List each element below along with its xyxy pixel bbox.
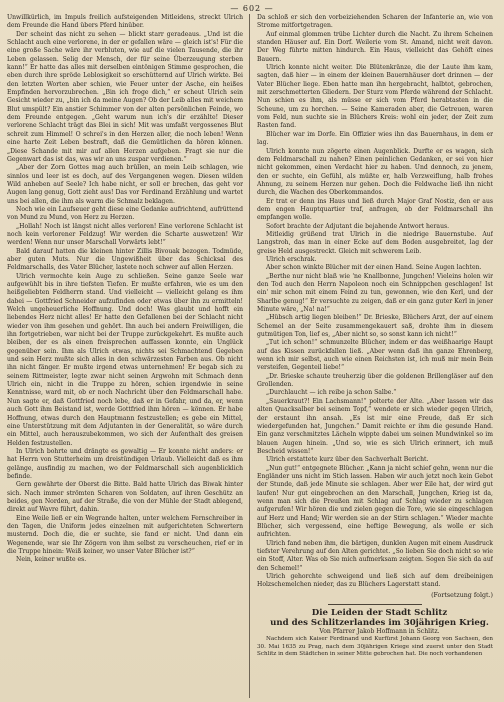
paragraph: Blücher war im Dorfe. Ein Offizier wies ihn das Bauernhaus, in dem er lag. bbox=[257, 130, 493, 147]
paragraph: „Hollah! Noch ist längst nicht alles verloren! Eine verlorene Schlacht ist noch kein verlorener Feldzug! Wir werden die Scharte auswetzen! Wir werden! Wenn nur unser Marschall Vorwärts lebt!“ bbox=[7, 222, 243, 247]
continued-note: (Fortsetzung folgt.) bbox=[431, 591, 493, 599]
paragraph: „Berthe nur nicht blaß wie 'ne Knallbonne, Jungchen! Vieleins holen wir den Tod auch den Herrn Napoleon noch ein Schnippchen geschlagen! Ist ein' mir schon mit einem Feind zu tun, gewonnen, wie den Kerl, und der Sharlbe genug!“ Er versuchte zu zeigen, daß er ein ganz guter Kerl in jener Minute wäre, „Na! na!“ bbox=[257, 272, 493, 314]
paragraph: Aber schon winkte Blücher mit der einen Hand. Seine Augen lachten. bbox=[266, 264, 482, 272]
paragraph: Der scheint das nicht zu sehen — blickt starr geradeaus. „Und ist die Schlacht auch eine verlorene, in der er gefallen wäre — gleich ist's! Für die eine große Sache wäre ihr verbluten, wie auf die vielen Tausende, die ihr Leben gelassen. Selig der Mensch, der für seine Überzeugung sterben kann!“ Er hatte das alles mit derselben eintönigen Stimme gesprochen, die eben durch ihre spröde Leblosigkeit so erschütternd auf Ulrich wirkte. Bei den letzten Worten aber schien, wie Feuer unter der Asche, ein heißes Empfinden hervorzubrechen. „Bin ich froge dich,“ er scheut Ulrich sein Gesicht wieder zu, „bin ich da meine Augen? Ob der Leib alles mit weichem Blut umspült? Ein anstier Schimmer von der alten persönlichen Feinde, wo dem Freunde entgegen. „Geht warum nun ich's dir erzählte! Dieser verlorene Schlacht trägt das Blei in sich! Mit was umfaßt vergossenes Blut schreit zum Himmel! O schrei's in den Herzen aller, die noch leben! Wenn eine harte Zeit Leben bestraft, daß die Gemütlichen da hören können. „Diese Schande mit mir auf allen Herzen aufgeben. Fragt sie nur die Gegenwart das ist das, was wir an uns zuspar verdienen.“ bbox=[7, 30, 243, 163]
paragraph: „Tut ich schon!“ schmunzelte Blücher, indem er das weißhaarige Haupt auf das Kissen zurückfallen ließ. „Aber wenn daß ihn ganze Ehrenberg, wenn ich mir selbst, auch wie einen Reichsten ist, ich muß mir mein Bein versteifen, Gegenteil liebe!“ bbox=[257, 339, 493, 372]
page-number: — 602 — bbox=[230, 4, 274, 13]
paragraph: Da schloß er sich den vorbeiziehenden Scharen der Infanterie an, wie von Strome mitfortgetragen. bbox=[257, 14, 493, 30]
paragraph: „Hübsch artig liegen bleiben!“ Dr. Brieske, Blüchers Arzt, der auf einem Schemel an der Seite zusammengekauert saß, drohte ihm in diesem gutmütigen Ton, lief es, „Aber nicht so, so sonst kann ich nicht!“ bbox=[257, 314, 493, 339]
paragraph: „Sauerkraut?! Ein Lachsmann!“ polterte der Alte. „Aber lassen wir das alten Quacksalber bei seinem Topf,“ wendete er sich wieder gegen Ulrich, der erstaunt ihn ansah. „Es ist mir eine Freude, daß Er sich wiedergefunden hat, Jungchen.“ Damit reichte er ihm die gesunde Hand. Ein ganz verschmitztes Lächeln wippte dabei um seinen Mundwinkel so im blauen Augen hinein. „Und so, wie es sich Ulrich erinnert, ich muß Bescheid wissen!“ bbox=[257, 397, 493, 455]
paragraph: Mitleidig grüßend trat Ulrich in die niedrige Bauernstube. Auf Langstroh, das man in einer Ecke auf dem Boden ausgebreitet, lag der greise Held ausgestreckt. Gleich mit schwerem Leib. bbox=[257, 230, 493, 255]
paragraph: „Aber der Zorn Gottes mag auch brüllen, an mein Leib schlagen, wie sinnlos und leer ist es doch, auf des Vergangenen wegen. Diesen wilden Wild anheben auf Seele? Ich habe nicht, er soll er brechen, das geht vor Augen lang genug, Gott zieht aus! Das vor Ferdinand Erzählung und wartet uns bei allen, die ihm als warm die Schmalz beklagen. bbox=[7, 164, 243, 205]
paragraph: Ulrich konnte nicht weiter. Die Blütenkränze, die der Laute ihm kam, sagten, daß hier — in einem der kleinen Bauernhäuser dort drinnen — der Vater Blücher liege. Eben hatte man ihn hergebracht, halbtot, gebrochen, mit zerschmetterten Gliedern. Der Sturz vom Pferde während der Schlacht. Nun schien es ihm, als müsse er sich vom Pferd herabtasten in die Scheune, um zu horchen. — Seine Kameraden aber, die Getreuen, waren vom Feld, nun suchte sie in Blüchers Kreis: wohl ein jeder, der Zeit zum Rasten fand. bbox=[257, 64, 493, 130]
paragraph: „Nun gut!“ entgegnete Blücher. „Kann ja nicht schief gehn, wenn nur die Engländer uns nicht im Stich lassen. Haben wir auch jetzt noch kein Gebot der Stunde, daß jede Minute sie schlagen. Aber wer Eile hat, der wird gut laufen! Nur gut eingebrochen an den Marschall, Jungchen, Krieg ist da, wenn man sich die Preußen mit Schlag auf Schlag wieder zu schlagen aufgerufen! Wir hören die und zielen gegen die Tore, wie sie eingeschlagen auf Herz und Hand; Wir werden sie an der Stirn schlagen.“ Wieder machte Blücher, sich vergessend, eine heftige Bewegung, als wolle er sich aufrichten. bbox=[257, 464, 493, 539]
left-column bbox=[7, 14, 243, 698]
story-title-line-2: und des Schlitzerlandes im 30jährigen Krieg. bbox=[270, 618, 489, 629]
paragraph: Ulrich fand neben ihm, die bärtigen, dunklen Augen mit einem Ausdruck tiefster Verehrung auf den Alten gerichtet. „So lieben Sie doch nicht so wie ein Stoff, Alter. Was ob Sie mich aufmerksam zeigten. Sogen Sie sich da auf den Schemel!“ bbox=[257, 539, 493, 572]
paragraph: Bald darauf hatten die kleinen hinter Zillis Bivouak bezogen. Todmüde, aber guten Muts. Nur die Ungewißheit über das Schicksal des Feldmarschalls, des Vater Blücher, lastete noch schwer auf allen Herzen. bbox=[7, 247, 243, 272]
right-column bbox=[257, 14, 493, 698]
section-divider bbox=[328, 604, 422, 605]
paragraph: Ulrich erstattete kurz über den Sachverhalt Bericht. bbox=[266, 456, 429, 464]
paragraph: „Durchlaucht — ich reibe ja schon Salbe.“ bbox=[266, 389, 397, 397]
story-title: Die Leiden der Stadt Schlitz bbox=[311, 608, 448, 619]
paragraph: Gern gewährte der Oberst die Bitte. Bald hatte Ulrich das Biwak hinter sich. Nach immer strömten Scharen von Soldaten, auf ihren Geschütz an beides, gen Norden, auf der Straße, die von der Mühle der Stadt ablegend, direkt auf Wavre führt, dahin. bbox=[7, 481, 243, 514]
paragraph: Noch wie ein Laufseuer geht diese eine Gedanke aufrichtend, aufrüttend von Mund zu Mund, von Herz zu Herzen. bbox=[7, 205, 243, 222]
column-divider bbox=[249, 14, 250, 698]
paragraph: Er trat er denn ins Haus und ließ durch Major Graf Nostiz, den er aus dem engen Hauptquartier traf, anfragen, ob der Feldmarschall ihn empfangen wolle. bbox=[257, 197, 493, 222]
paragraph: Nein, keiner wußte es. bbox=[16, 556, 87, 564]
paragraph: In Ulrich bohrte und drängte es gewaltig — Er konnte nicht anders: er hat Herrn von Stutterheim um dreistündigen Urlaub. Vielleicht daß es ihm gelänge, ausfindig zu machen, wo der Feldmarschall sich augenblicklich befinde. bbox=[7, 447, 243, 480]
paragraph: Ulrich vermochte kein Auge zu schließen. Seine ganze Seele war aufgewühlt bis in ihre tiefsten Tiefen. Er mußte erfahren, wie es um den heißgeliebten Feldherrn stand. Und vielleicht — vielleicht gelang es ihm dabei — Gottfried Schneider aufzufinden oder etwas über ihn zu ermitteln! Welch ungeheuerliche Hoffnung. Und doch! Was glaubt und hofft ein liebendes Herz nicht alles! Er hatte den Gefallenen bei der Schlacht nicht wieder von ihm gesehen und gehört. Ihn auch bei andern Freiwilligen, die ihn fortgetrieben, war nicht bei der Truppe zurückgekehrt. Es mußte auch bleiben, der es als einen freisprechen auffassen konnte, ein Unglück gegenüber sein. Ihm als Ulrich etwas, nichts sei Schmachtend Gegeben und sein Herz mußte sich alles in den schwärzesten Farben aus. Ob nicht ihn nicht fänger. Er mußte irgend etwas unternehmen! Er begab sich zu seinem Rittmeister, legte zwar nicht seinen Argwohn mit Schmach denn Ulrich ein, nicht in die Truppe zu hören, schien irgendwie in seine Kenntnisse, ward mit, ob er noch Nachricht über den Feldmarschall habe. Nun sagte er, daß Gottfried noch lebe, daß er in Gefahr, und da, er, wenn auch Gott ihm Beistand ist, werde Gottfried ihm hören — können. Er habe Hoffnung, etwas durch den Hauptmann festzustellen; es gebe ein Mittel, eine Unterstützung mit dem Adjutanten in der Generalität, so wäre durch ein Mittel, auch herauszubekommen, wo sich der Aufenthalt des greisen Helden festzustellen. bbox=[7, 272, 243, 447]
paragraph: Ulrich konnte nun zögerte einen Augenblick. Durfte er es wagen, sich dem Feldmarschall zu nahen? Einen peinlichen Gedanken, er sei von hier nicht gekommen, einen Verdacht hier zu haben. Und dennoch, zu jenem, den er suchte, ein Gefühl, als müßte er, halb Verzweiflung, halb frohes Ahnung, zu seinem Herzen nur gehen. Doch die Feldwache ließ ihn nicht durch, die Wachen des Oberkommandos. bbox=[257, 147, 493, 197]
paragraph: Auf einmal glommen trübe Lichter durch die Nacht. Zu ihrem Scheinen standen Häuser auf. Ein Dorf. Weilerie vom St. Amand, nicht weit davon. Der Weg führte mitten hindurch. Ein Haus, vielleicht das Gehöft eines Bauern. bbox=[257, 30, 493, 63]
paragraph: Unwillkürlich, im Impuls freilich aufsteigenden Mitleidens, streckt Ulrich dem Freunde die Hand übers Pferd hinüber. bbox=[7, 14, 243, 30]
story-paragraph: Nachdem sich Kaiser Ferdinand und Kurfürst Johann Georg von Sachsen, den 30. Mai 1635 zu Prag, nach dem 30jährigen Kriege sind zuerst unter den Stadt Schlitz in dem Städtchen in seiner Mitte gebrochen hat. Die noch vorhandenen bbox=[257, 636, 493, 658]
story-byline: Von Pfarrer Jakob Hoffmann in Schlitz. bbox=[319, 628, 440, 636]
paragraph: Ulrich erschrak. bbox=[266, 255, 317, 263]
paragraph: „Dr. Brieske schaute treuherzig über die goldenen Brillengläser auf den Grollenden. bbox=[257, 372, 493, 389]
paragraph: Sofort brachte der Adjutant die bejahende Antwort heraus. bbox=[266, 222, 450, 230]
paragraph: Ulrich gehorchte schweigend und ließ sich auf dem dreibeinigen Holzschemelchen nieder, das zu Blüchers Lagerstatt stand. bbox=[257, 573, 493, 589]
paragraph: Eine Weile ließ er ein Wegrande halten, unter welchem Fernschreiber in den Tagen, die Uniform jedes einzelnen mit aufgerichteten Schwertern musternd. Doch die, die er suchte, sie fand er nicht. Und dann ein Wegenende, war sie Ihr Zögern von ihm selbst zu verscheuchen, rief er in die Truppe hinein: Weiß keiner, wo unser Vater Blücher ist?“ bbox=[7, 514, 243, 555]
